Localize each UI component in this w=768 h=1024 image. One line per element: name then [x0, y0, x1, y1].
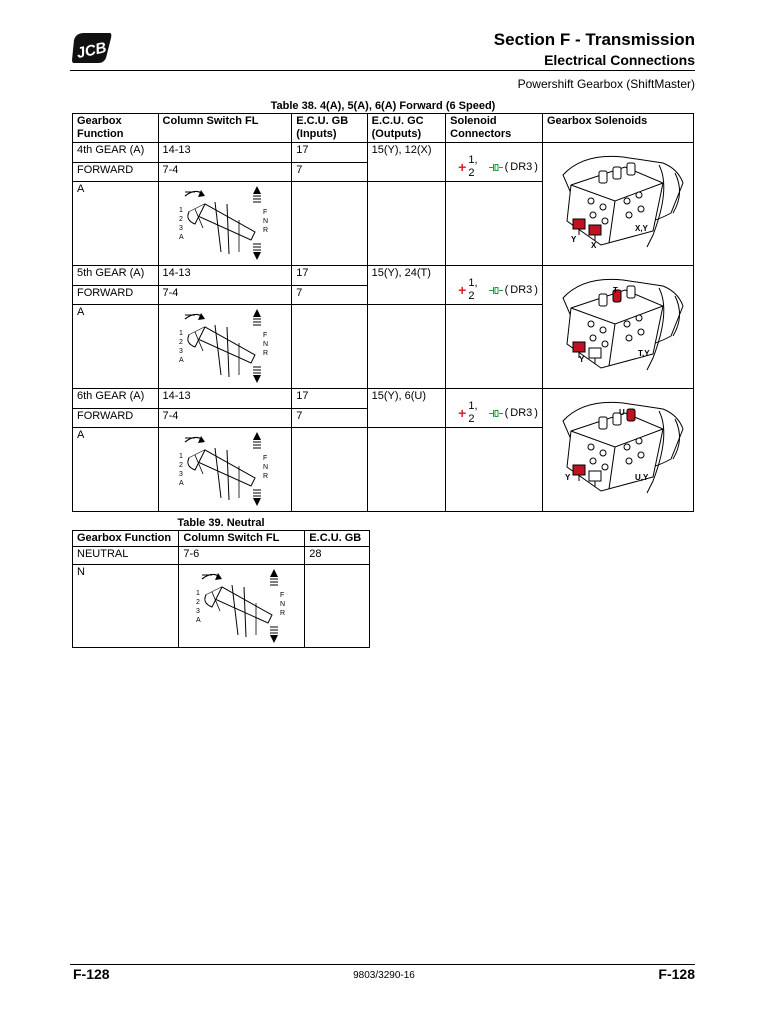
t39-header-function: Gearbox Function: [73, 531, 179, 547]
connector-pins: 1, 2: [468, 277, 478, 302]
header-rule: [70, 70, 695, 71]
table-cell: FORWARD: [73, 162, 159, 182]
connector-symbol: + 1, 2 ( DR3 ): [458, 400, 538, 425]
subsection-title: Electrical Connections: [544, 52, 695, 68]
switch-position-label: 1: [195, 590, 200, 597]
switch-position-label: 2: [178, 339, 183, 347]
table-row: [73, 389, 694, 409]
table-cell: [305, 565, 370, 648]
solenoid-connector-cell: [446, 266, 543, 305]
table-cell: 7-4: [158, 408, 292, 428]
gearbox-name: Powershift Gearbox (ShiftMaster): [517, 77, 695, 91]
solenoid-connector-cell: [446, 143, 543, 182]
column-switch-diagram: [159, 428, 292, 508]
column-switch-svg: [165, 182, 285, 262]
table-cell: 17: [292, 266, 367, 286]
table-cell: FORWARD: [73, 285, 159, 305]
col-header-ecu-gc: E.C.U. GC (Outputs): [367, 114, 446, 143]
column-switch-diagram-cell: [179, 565, 305, 648]
table-cell: 7: [292, 162, 367, 182]
col-header-function: Gearbox Function: [73, 114, 159, 143]
table-cell: A: [73, 428, 159, 512]
switch-direction-label: N: [262, 218, 268, 226]
section-title: Section F - Transmission: [493, 30, 695, 49]
solenoid-label: T: [612, 286, 618, 295]
switch-position-label: 2: [178, 216, 183, 224]
document-code: 9803/3290-16: [353, 970, 415, 981]
switch-position-label: A: [178, 357, 184, 365]
table-cell: [367, 182, 446, 266]
table-cell: FORWARD: [73, 408, 159, 428]
solenoid-label: Y: [578, 355, 585, 364]
solenoid-label: Y: [570, 235, 577, 244]
table-cell: 7-6: [179, 547, 305, 565]
page-number-left: F-128: [73, 966, 110, 982]
switch-direction-label: F: [279, 592, 285, 599]
switch-position-label: A: [178, 480, 184, 488]
col-header-solenoid-connectors: Solenoid Connectors: [446, 114, 543, 143]
t39-header-ecu-gb: E.C.U. GB: [305, 531, 370, 547]
switch-position-label: 2: [178, 462, 183, 470]
gearbox-solenoid-diagram-cell: [542, 389, 693, 512]
column-switch-svg: [182, 565, 302, 645]
switch-position-label: 3: [178, 471, 183, 479]
coil-icon: [489, 286, 503, 295]
plus-icon: +: [458, 159, 467, 175]
col-header-gearbox-solenoids: Gearbox Solenoids: [542, 114, 693, 143]
switch-position-label: 3: [178, 225, 183, 233]
solenoid-label: T,Y: [637, 349, 650, 358]
table-cell: [292, 305, 367, 389]
gearbox-solenoid-diagram-cell: [542, 266, 693, 389]
solenoid-label: U,Y: [634, 473, 649, 482]
gearbox-solenoid-diagram-cell: [542, 143, 693, 266]
switch-direction-label: F: [262, 332, 268, 340]
table-cell: A: [73, 305, 159, 389]
table-cell: [292, 182, 367, 266]
table-cell: NEUTRAL: [73, 547, 179, 565]
switch-position-label: 3: [195, 608, 200, 615]
ecu-outputs-cell: 15(Y), 24(T): [367, 266, 446, 305]
connector-code: DR3: [510, 283, 533, 296]
table-cell: [446, 305, 543, 389]
switch-direction-label: N: [279, 601, 285, 608]
connector-pins: 1, 2: [468, 400, 478, 425]
switch-direction-label: R: [262, 350, 268, 358]
switch-direction-label: R: [262, 227, 268, 235]
column-switch-diagram-cell: [158, 305, 292, 389]
table39: [72, 530, 370, 648]
plus-icon: +: [458, 282, 467, 298]
connector-symbol: + 1, 2 ( DR3 ): [458, 154, 538, 179]
table-cell: 28: [305, 547, 370, 565]
column-switch-svg: [165, 428, 285, 508]
table38: [72, 113, 694, 512]
ecu-outputs-cell: 15(Y), 6(U): [367, 389, 446, 428]
solenoid-label: X,Y: [634, 224, 648, 233]
connector-code: DR3: [510, 406, 533, 419]
column-switch-diagram-cell: [158, 428, 292, 512]
column-switch-svg: [165, 305, 285, 385]
table-cell: 7: [292, 285, 367, 305]
table-cell: 7-4: [158, 162, 292, 182]
table-cell: 6th GEAR (A): [73, 389, 159, 409]
switch-direction-label: F: [262, 455, 268, 463]
connector-code: DR3: [510, 160, 533, 173]
table-cell: 17: [292, 143, 367, 163]
solenoid-label: Y: [564, 473, 571, 482]
solenoid-block-diagram: [543, 389, 693, 507]
table-cell: 4th GEAR (A): [73, 143, 159, 163]
table-cell: 17: [292, 389, 367, 409]
solenoid-label: U: [618, 408, 625, 417]
t39-header-column-switch: Column Switch FL: [179, 531, 305, 547]
switch-position-label: 2: [195, 599, 200, 606]
table-row: [73, 143, 694, 163]
switch-position-label: 3: [178, 348, 183, 356]
coil-icon: [489, 163, 503, 172]
ecu-outputs-cell: 15(Y), 12(X): [367, 143, 446, 182]
table-cell: 5th GEAR (A): [73, 266, 159, 286]
title-block: [494, 30, 695, 70]
table39-caption: Table 39. Neutral: [177, 517, 265, 529]
switch-direction-label: R: [262, 473, 268, 481]
switch-direction-label: N: [262, 464, 268, 472]
table-cell: [446, 182, 543, 266]
table-cell: [367, 428, 446, 512]
col-header-ecu-gb: E.C.U. GB (Inputs): [292, 114, 367, 143]
jcb-logo: [70, 30, 114, 66]
connector-symbol: + 1, 2 ( DR3 ): [458, 277, 538, 302]
table-cell: N: [73, 565, 179, 648]
connector-pins: 1, 2: [468, 154, 478, 179]
table-row: [73, 547, 370, 565]
table-cell: [367, 305, 446, 389]
switch-position-label: A: [195, 617, 201, 624]
switch-direction-label: R: [279, 610, 285, 617]
table-cell: 14-13: [158, 389, 292, 409]
table-cell: [446, 428, 543, 512]
switch-direction-label: N: [262, 341, 268, 349]
footer-rule: [70, 964, 695, 965]
solenoid-connector-cell: [446, 389, 543, 428]
column-switch-diagram: [159, 182, 292, 262]
table-row: [73, 266, 694, 286]
plus-icon: +: [458, 405, 467, 421]
table-cell: 7: [292, 408, 367, 428]
page-number-right: F-128: [658, 966, 695, 982]
table-cell: [292, 428, 367, 512]
solenoid-block-diagram: [543, 266, 693, 384]
table-cell: A: [73, 182, 159, 266]
switch-position-label: A: [178, 234, 184, 242]
switch-position-label: 1: [178, 330, 183, 338]
switch-direction-label: F: [262, 209, 268, 217]
col-header-column-switch: Column Switch FL: [158, 114, 292, 143]
table38-caption: Table 38. 4(A), 5(A), 6(A) Forward (6 Speed): [270, 100, 496, 112]
solenoid-block-diagram: [543, 143, 693, 261]
column-switch-diagram: [159, 305, 292, 385]
switch-position-label: 1: [178, 207, 183, 215]
switch-position-label: 1: [178, 453, 183, 461]
table-row: [73, 565, 370, 648]
column-switch-diagram-cell: [158, 182, 292, 266]
table-cell: 14-13: [158, 143, 292, 163]
logo-text: JCB: [75, 39, 108, 63]
table-cell: 7-4: [158, 285, 292, 305]
coil-icon: [489, 409, 503, 418]
solenoid-label: X: [590, 241, 597, 250]
column-switch-diagram: [179, 565, 304, 645]
table-cell: 14-13: [158, 266, 292, 286]
